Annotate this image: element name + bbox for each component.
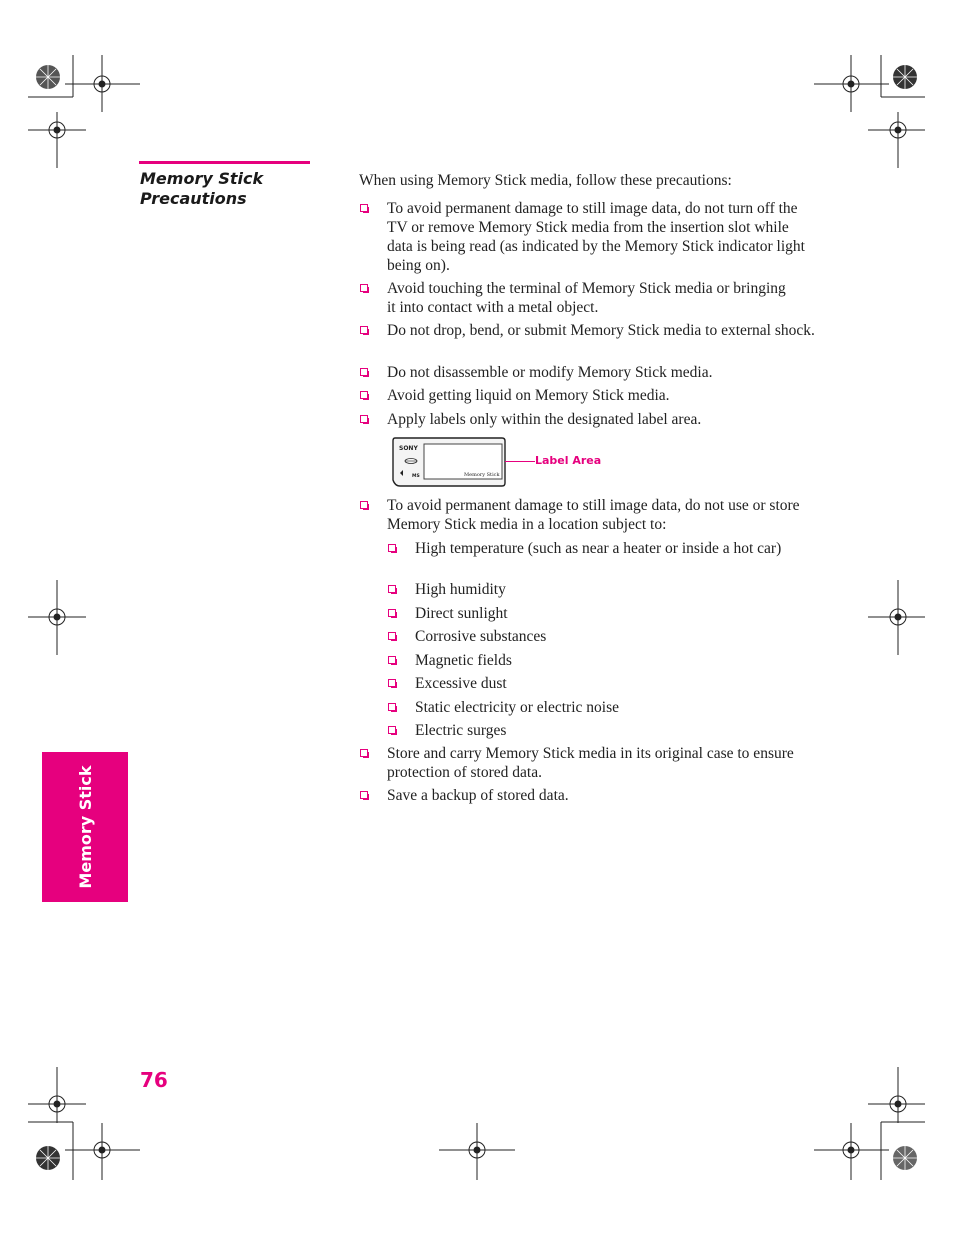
storage-lead: To avoid permanent damage to still image data, do not use or store Memory Stick media in a location subject to: bbox=[387, 497, 800, 533]
list-item: Direct sunlight bbox=[415, 605, 508, 622]
list-item: To avoid permanent damage to still image data, do not turn off the TV or remove Memory Stick media from the insertion slot while data is being read (as indicated by the Memory Stick indicator light being on). bbox=[387, 200, 805, 274]
checkbox-bullet-icon bbox=[388, 609, 396, 617]
list-item: Save a backup of stored data. bbox=[387, 787, 569, 804]
list-item: Avoid getting liquid on Memory Stick media. bbox=[387, 387, 670, 404]
list-item: Electric surges bbox=[415, 722, 507, 739]
chapter-side-tab bbox=[42, 752, 128, 902]
section-heading-line2: Precautions bbox=[140, 189, 247, 208]
list-item: Avoid touching the terminal of Memory Stick media or bringing it into contact with a metal object. bbox=[387, 280, 786, 316]
checkbox-bullet-icon bbox=[388, 632, 396, 640]
list-item: Excessive dust bbox=[415, 675, 507, 692]
list-item: Corrosive substances bbox=[415, 628, 547, 645]
memory-stick-illustration bbox=[392, 437, 506, 487]
section-heading-line1: Memory Stick bbox=[140, 169, 264, 188]
brand-text: SONY bbox=[399, 445, 418, 452]
ms-logo-text: MS bbox=[412, 474, 420, 479]
checkbox-bullet-icon bbox=[360, 391, 368, 399]
checkbox-bullet-icon bbox=[388, 585, 396, 593]
callout-line bbox=[505, 460, 535, 464]
checkbox-bullet-icon bbox=[360, 415, 368, 423]
checkbox-bullet-icon bbox=[388, 703, 396, 711]
page-number: 76 bbox=[140, 1068, 168, 1092]
list-item: Static electricity or electric noise bbox=[415, 699, 619, 716]
checkbox-bullet-icon bbox=[360, 204, 368, 212]
list-item: Store and carry Memory Stick media in its original case to ensure protection of stored data. bbox=[387, 745, 794, 781]
list-item: High temperature (such as near a heater or inside a hot car) bbox=[415, 540, 782, 557]
checkbox-bullet-icon bbox=[360, 284, 368, 292]
intro-text: When using Memory Stick media, follow these precautions: bbox=[359, 172, 732, 189]
checkbox-bullet-icon bbox=[360, 326, 368, 334]
list-item: Do not disassemble or modify Memory Stick media. bbox=[387, 364, 713, 381]
list-item: Magnetic fields bbox=[415, 652, 512, 669]
checkbox-bullet-icon bbox=[388, 544, 396, 552]
label-area-callout: Label Area bbox=[535, 454, 602, 467]
list-item: Do not drop, bend, or submit Memory Stick media to external shock. bbox=[387, 322, 815, 339]
checkbox-bullet-icon bbox=[360, 368, 368, 376]
checkbox-bullet-icon bbox=[360, 501, 368, 509]
checkbox-bullet-icon bbox=[360, 749, 368, 757]
stick-label-text: Memory Stick bbox=[464, 472, 500, 478]
list-item: High humidity bbox=[415, 581, 506, 598]
checkbox-bullet-icon bbox=[388, 726, 396, 734]
checkbox-bullet-icon bbox=[360, 791, 368, 799]
checkbox-bullet-icon bbox=[388, 656, 396, 664]
chapter-side-tab-label: Memory Stick bbox=[75, 765, 95, 889]
list-item: Apply labels only within the designated label area. bbox=[387, 411, 702, 428]
heading-rule bbox=[139, 161, 310, 164]
checkbox-bullet-icon bbox=[388, 679, 396, 687]
section-heading bbox=[140, 169, 340, 209]
